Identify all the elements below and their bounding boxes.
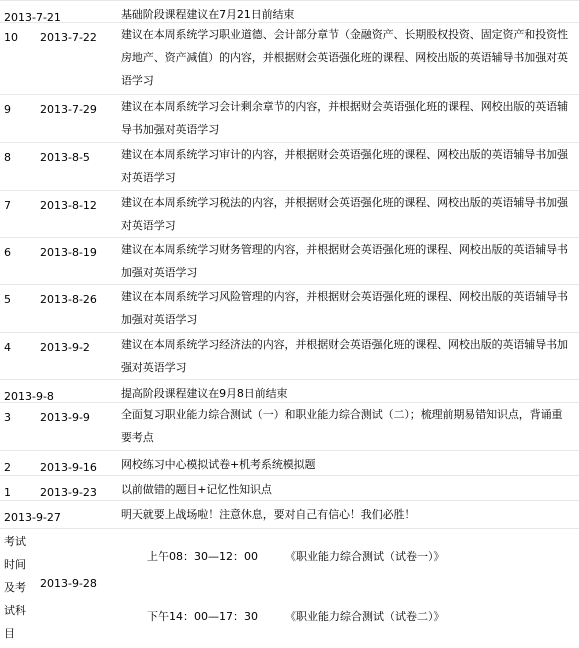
study-plan-text: 建议在本周系统学习风险管理的内容，并根据财会英语强化班的课程、网校出版的英语辅导书加强对英语学习 — [121, 290, 568, 326]
study-plan-text: 建议在本周系统学习税法的内容，并根据财会英语强化班的课程、网校出版的英语辅导书加强对英语学习 — [121, 196, 568, 232]
week-date: 2013-8-12 — [40, 199, 97, 212]
schedule-row — [0, 284, 579, 333]
week-number: 7 — [4, 199, 11, 212]
week-number: 9 — [4, 103, 11, 116]
milestone-date: 2013-9-8 — [4, 390, 54, 403]
study-plan-text: 建议在本周系统学习审计的内容，并根据财会英语强化班的课程、网校出版的英语辅导书加强对英语学习 — [121, 148, 568, 184]
week-number: 2 — [4, 461, 11, 474]
schedule-row — [0, 22, 579, 95]
week-number: 4 — [4, 341, 11, 354]
schedule-row — [0, 450, 579, 476]
milestone-date: 2013-9-27 — [4, 511, 61, 524]
week-date: 2013-8-19 — [40, 246, 97, 259]
exam-date: 2013-9-28 — [40, 577, 97, 590]
schedule-row — [0, 332, 579, 380]
schedule-row — [0, 142, 579, 191]
week-number: 6 — [4, 246, 11, 259]
schedule-row — [0, 190, 579, 238]
schedule-row — [0, 379, 579, 403]
schedule-row — [0, 402, 579, 451]
exam-session-time: 下午14：00—17：30 — [147, 610, 258, 623]
week-date: 2013-7-29 — [40, 103, 97, 116]
exam-session-paper: 《职业能力综合测试（试卷二）》 — [285, 610, 445, 623]
schedule-row — [0, 500, 579, 529]
schedule-row — [0, 237, 579, 285]
week-date: 2013-7-22 — [40, 31, 97, 44]
week-date: 2013-8-26 — [40, 293, 97, 306]
week-date: 2013-9-23 — [40, 486, 97, 499]
schedule-row — [0, 0, 579, 23]
week-number: 3 — [4, 411, 11, 424]
milestone-date: 2013-7-21 — [4, 11, 61, 24]
week-date: 2013-9-16 — [40, 461, 97, 474]
week-date: 2013-8-5 — [40, 151, 90, 164]
week-date: 2013-9-9 — [40, 411, 90, 424]
study-plan-text: 网校练习中心模拟试卷+机考系统模拟题 — [121, 458, 316, 471]
study-plan-text: 基础阶段课程建议在7月21日前结束 — [121, 8, 295, 21]
exam-row — [0, 528, 579, 648]
study-plan-text: 建议在本周系统学习经济法的内容，并根据财会英语强化班的课程、网校出版的英语辅导书加强对英语学习 — [121, 338, 568, 374]
exam-session-paper: 《职业能力综合测试（试卷一）》 — [285, 550, 445, 563]
study-plan-text: 建议在本周系统学习会计剩余章节的内容，并根据财会英语强化班的课程、网校出版的英语辅导书加强对英语学习 — [121, 100, 568, 136]
study-plan-text: 建议在本周系统学习职业道德、会计部分章节（金融资产、长期股权投资、固定资产和投资性房地产、资产减值）的内容，并根据财会英语强化班的课程、网校出版的英语辅导书加强对英语学习 — [121, 28, 568, 87]
week-date: 2013-9-2 — [40, 341, 90, 354]
week-number: 5 — [4, 293, 11, 306]
study-plan-text: 建议在本周系统学习财务管理的内容，并根据财会英语强化班的课程、网校出版的英语辅导书加强对英语学习 — [121, 243, 568, 279]
exam-session-time: 上午08：30—12：00 — [147, 550, 258, 563]
study-plan-text: 以前做错的题目+记忆性知识点 — [121, 483, 272, 496]
schedule-row — [0, 94, 579, 143]
week-number: 8 — [4, 151, 11, 164]
study-plan-text: 明天就要上战场啦！注意休息，要对自己有信心！我们必胜！ — [121, 508, 416, 521]
exam-time-subject-label: 考试时间及考试科目 — [4, 535, 26, 640]
study-plan-text: 提高阶段课程建议在9月8日前结束 — [121, 387, 288, 400]
study-plan-text: 全面复习职业能力综合测试（一）和职业能力综合测试（二）；梳理前期易错知识点，背诵重要考点 — [121, 408, 563, 444]
schedule-row — [0, 475, 579, 501]
week-number: 10 — [4, 31, 18, 44]
week-number: 1 — [4, 486, 11, 499]
